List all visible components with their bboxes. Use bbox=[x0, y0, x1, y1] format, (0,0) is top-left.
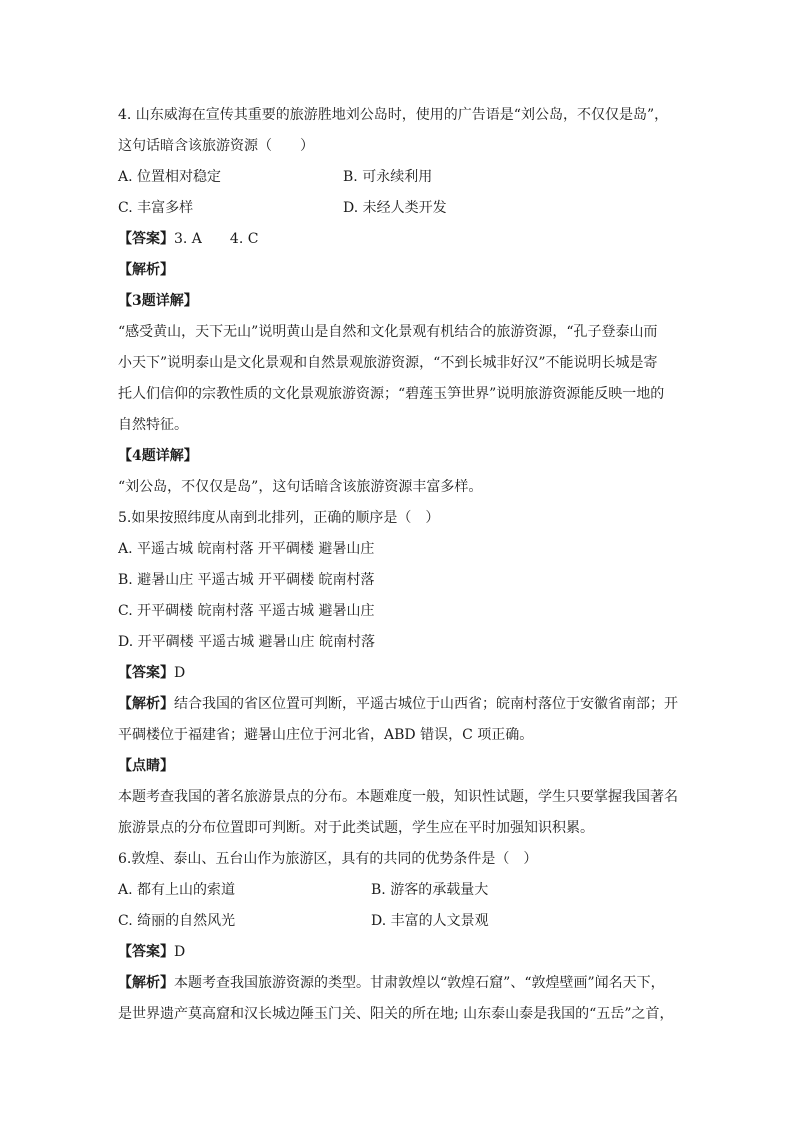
answer-text: 3. A 4. C bbox=[174, 231, 259, 247]
answer-label: 【答案】 bbox=[118, 944, 174, 960]
answer-3-4 bbox=[118, 224, 678, 255]
answer-label: 【答案】 bbox=[118, 665, 174, 681]
analysis-label: 【解析】 bbox=[118, 975, 174, 991]
question-4-option-d: D. 未经人类开发 bbox=[343, 200, 447, 216]
question-5-option-d: D. 开平碉楼 平遥古城 避暑山庄 皖南村落 bbox=[118, 634, 375, 650]
question-5-tip-label: 【点睛】 bbox=[118, 758, 174, 774]
question-5-analysis-line-1 bbox=[118, 689, 678, 720]
question-4-option-c: C. 丰富多样 bbox=[118, 200, 194, 216]
document-page bbox=[118, 100, 678, 1030]
question-6-analysis-line-2: 是世界遗产莫高窟和汉长城边陲玉门关、阳关的所在地; 山东泰山泰是我国的“五岳”之首， bbox=[118, 1006, 674, 1022]
answer-text: D bbox=[174, 944, 186, 960]
question-5-option-c: C. 开平碉楼 皖南村落 平遥古城 避暑山庄 bbox=[118, 603, 375, 619]
question-4-options-row-2 bbox=[118, 193, 678, 224]
question-6-option-a: A. 都有上山的索道 bbox=[118, 882, 236, 898]
question-6-stem: 6.敦煌、泰山、五台山作为旅游区，具有的共同的优势条件是（ ） bbox=[118, 851, 538, 867]
question-6-options-row-1 bbox=[118, 875, 678, 906]
question-6-option-b: B. 游客的承载量大 bbox=[371, 882, 489, 898]
question-6-answer bbox=[118, 937, 678, 968]
question-6-option-c: C. 绮丽的自然风光 bbox=[118, 913, 236, 929]
question-4-detail-heading: 【4题详解】 bbox=[118, 448, 198, 464]
question-5-option-b: B. 避暑山庄 平遥古城 开平碉楼 皖南村落 bbox=[118, 572, 375, 588]
question-3-detail-line: 托人们信仰的宗教性质的文化景观旅游资源；“碧莲玉笋世界”说明旅游资源能反映一地的 bbox=[118, 386, 665, 402]
answer-label: 【答案】 bbox=[118, 231, 174, 247]
question-3-detail-heading: 【3题详解】 bbox=[118, 293, 198, 309]
question-5-stem: 5.如果按照纬度从南到北排列，正确的顺序是（ ） bbox=[118, 510, 440, 526]
analysis-label: 【解析】 bbox=[118, 262, 174, 278]
question-3-detail-line: 自然特征。 bbox=[118, 417, 188, 433]
question-5-answer bbox=[118, 658, 678, 689]
analysis-text: 结合我国的省区位置可判断，平遥古城位于山西省；皖南村落位于安徽省南部；开 bbox=[174, 696, 678, 712]
question-4-stem-line-1: 4. 山东威海在宣传其重要的旅游胜地刘公岛时，使用的广告语是“刘公岛，不仅仅是岛”， bbox=[118, 107, 669, 123]
question-5-tip-line: 旅游景点的分布位置即可判断。对于此类试题，学生应在平时加强知识积累。 bbox=[118, 820, 594, 836]
answer-text: D bbox=[174, 665, 186, 681]
question-3-detail-line: “感受黄山，天下无山”说明黄山是自然和文化景观有机结合的旅游资源，“孔子登泰山而 bbox=[118, 324, 658, 340]
question-3-detail-line: 小天下”说明泰山是文化景观和自然景观旅游资源，“不到长城非好汉”不能说明长城是寄 bbox=[118, 355, 658, 371]
question-5-option-a: A. 平遥古城 皖南村落 开平碉楼 避暑山庄 bbox=[118, 541, 375, 557]
question-6-analysis-line-1 bbox=[118, 968, 678, 999]
question-5-analysis-line-2: 平碉楼位于福建省；避暑山庄位于河北省，ABD 错误，C 项正确。 bbox=[118, 727, 534, 743]
question-6-options-row-2 bbox=[118, 906, 678, 937]
question-4-detail-line: “刘公岛，不仅仅是岛”，这句话暗含该旅游资源丰富多样。 bbox=[118, 479, 483, 495]
analysis-text: 本题考查我国旅游资源的类型。甘肃敦煌以“敦煌石窟”、“敦煌壁画”闻名天下， bbox=[174, 975, 665, 991]
question-6-option-d: D. 丰富的人文景观 bbox=[371, 913, 489, 929]
analysis-label: 【解析】 bbox=[118, 696, 174, 712]
question-5-tip-line: 本题考查我国的著名旅游景点的分布。本题难度一般，知识性试题，学生只要掌握我国著名 bbox=[118, 789, 678, 805]
question-4-stem-line-2: 这句话暗含该旅游资源（ ） bbox=[118, 138, 314, 154]
question-4-options-row-1 bbox=[118, 162, 678, 193]
question-4-option-b: B. 可永续利用 bbox=[343, 169, 433, 185]
question-4-option-a: A. 位置相对稳定 bbox=[118, 169, 222, 185]
